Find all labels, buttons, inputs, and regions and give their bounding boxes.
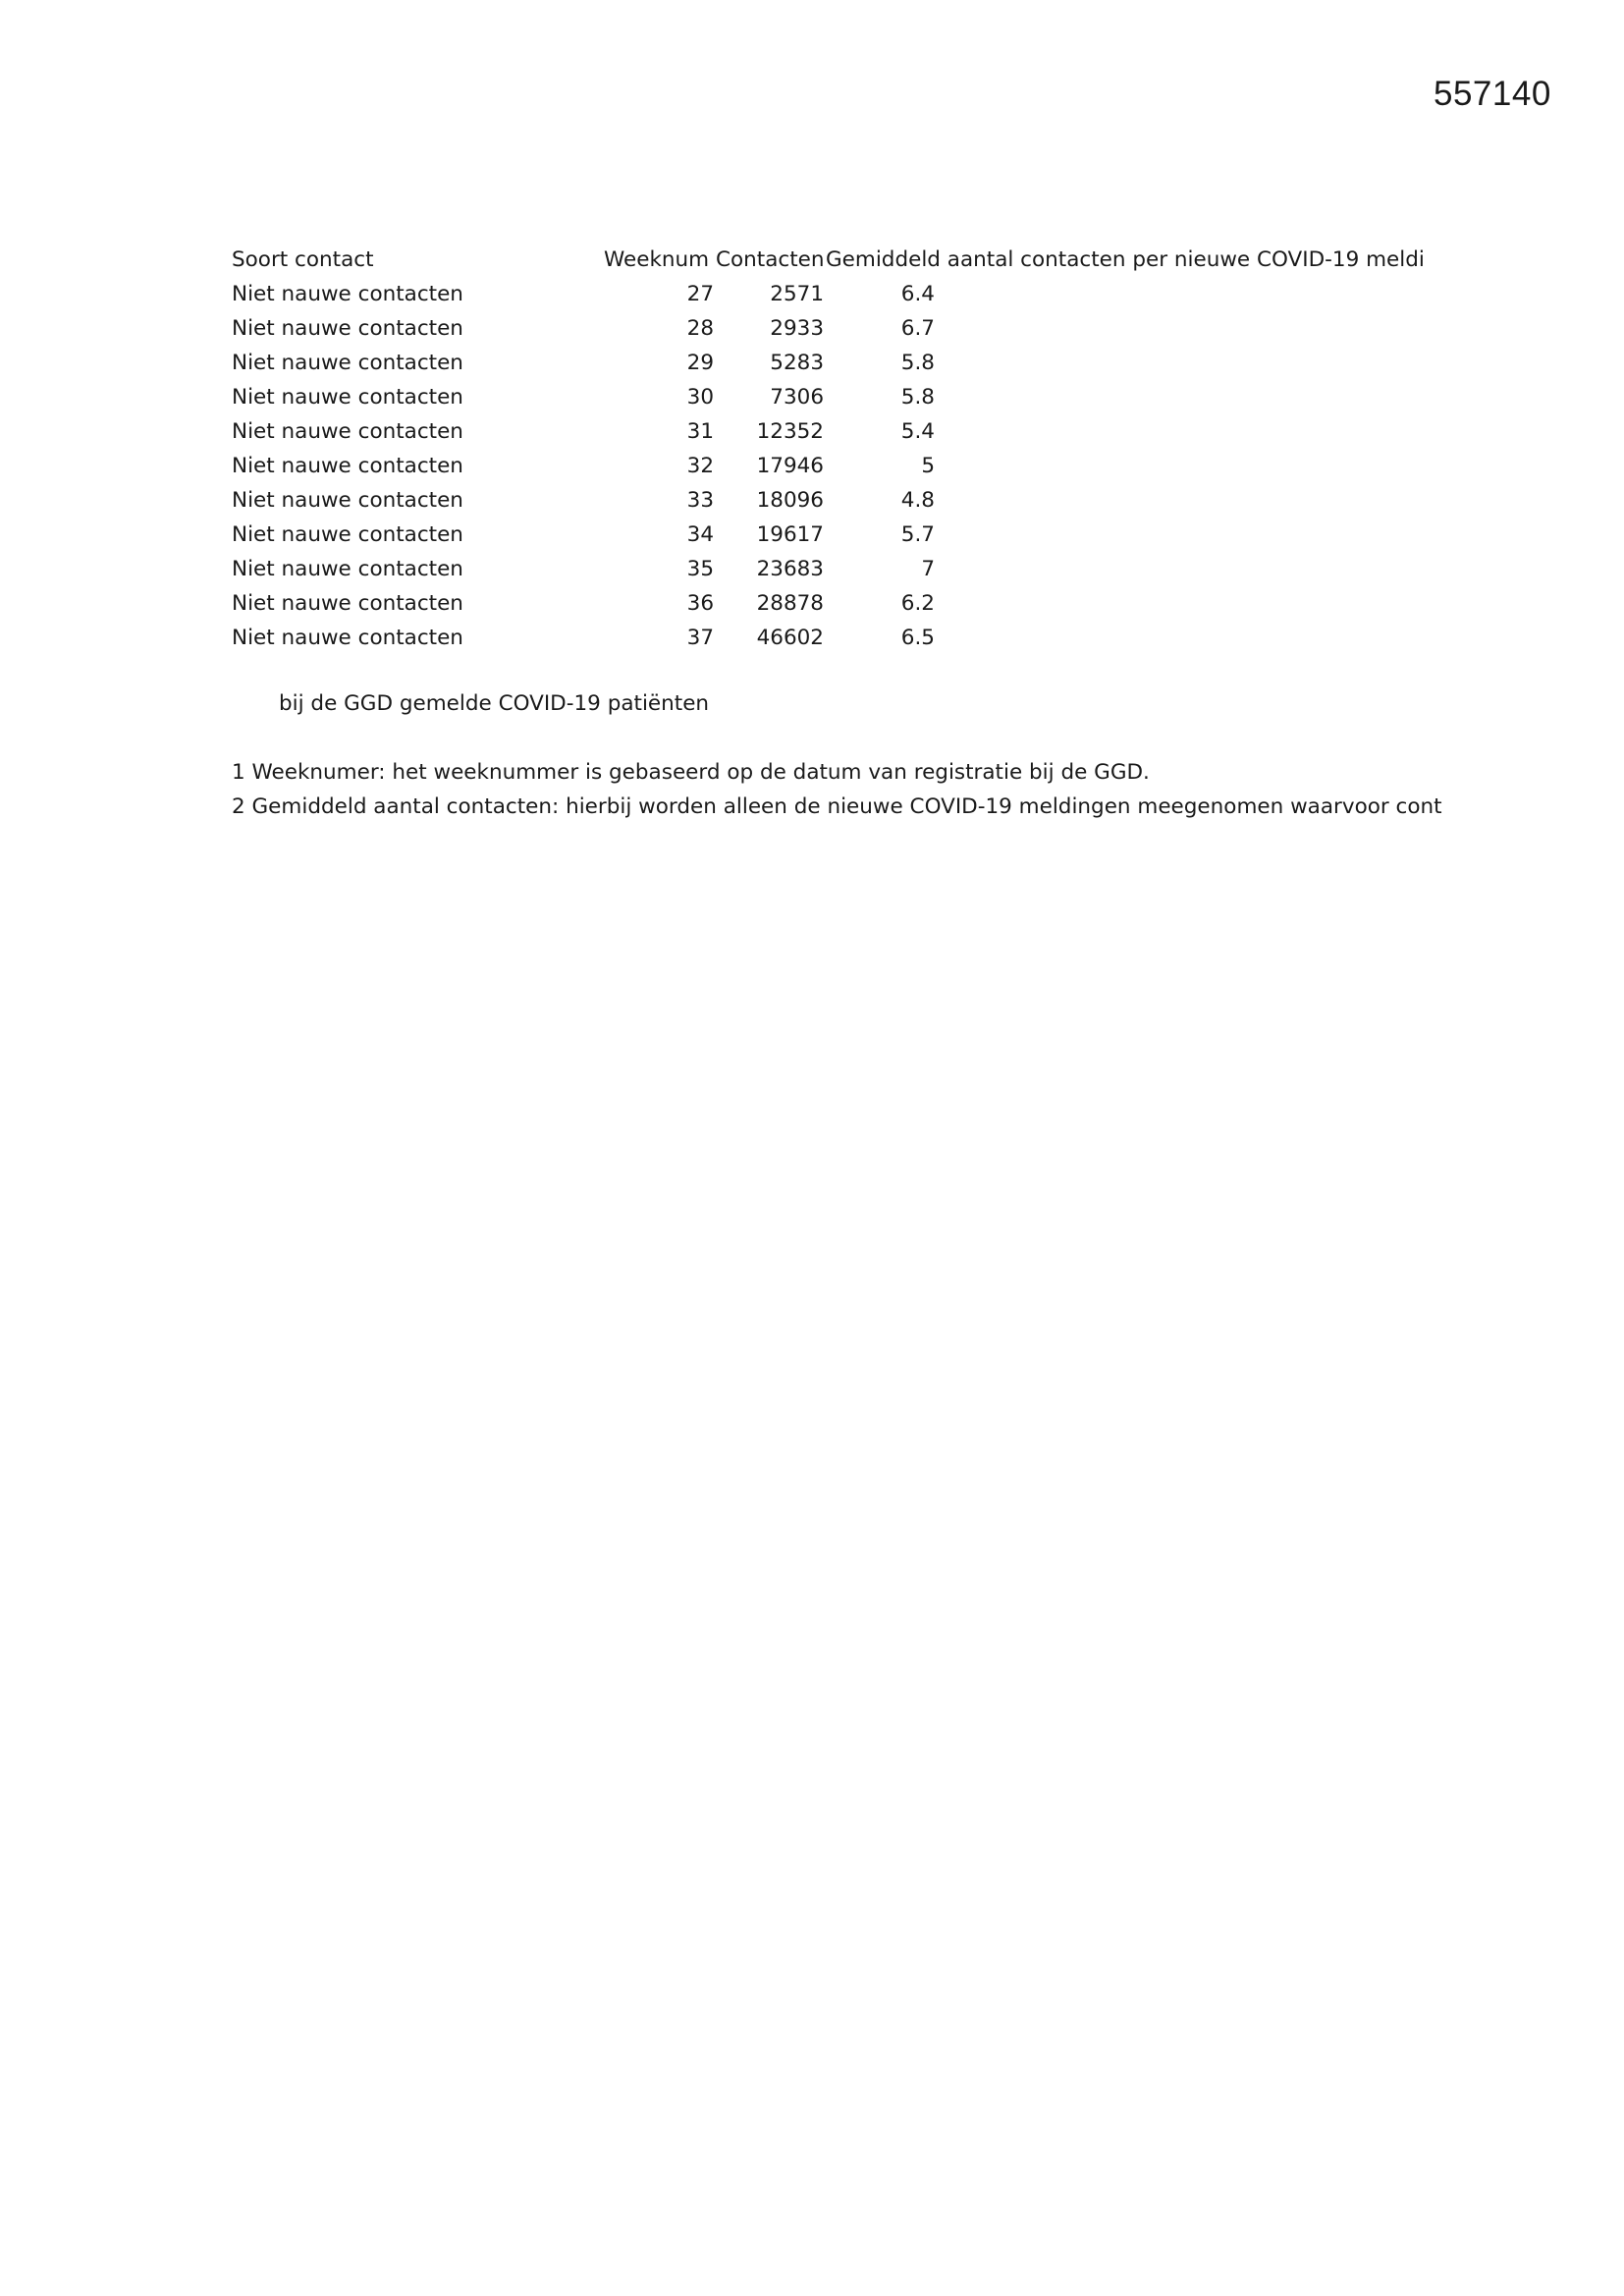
header-weeknum: Weeknum	[604, 247, 710, 272]
cell-soort-contact: Niet nauwe contacten	[232, 316, 463, 341]
cell-weeknum: 28	[686, 316, 714, 341]
cell-gemiddeld: 5	[921, 454, 935, 478]
cell-gemiddeld: 7	[921, 557, 935, 581]
cell-weeknum: 31	[686, 419, 714, 444]
header-soort-contact: Soort contact	[232, 247, 374, 272]
cell-weeknum: 27	[686, 282, 714, 306]
cell-weeknum: 30	[686, 385, 714, 410]
cell-gemiddeld: 6.2	[900, 591, 935, 616]
header-gemiddeld: Gemiddeld aantal contacten per nieuwe COVID-19 meldi	[826, 247, 1425, 272]
cell-weeknum: 33	[686, 488, 714, 513]
header-contacten: Contacten	[716, 247, 825, 272]
cell-contacten: 2571	[770, 282, 824, 306]
cell-contacten: 18096	[756, 488, 824, 513]
cell-weeknum: 36	[686, 591, 714, 616]
cell-contacten: 28878	[756, 591, 824, 616]
cell-gemiddeld: 6.7	[900, 316, 935, 341]
cell-weeknum: 35	[686, 557, 714, 581]
cell-gemiddeld: 5.4	[900, 419, 935, 444]
cell-contacten: 7306	[770, 385, 824, 410]
cell-soort-contact: Niet nauwe contacten	[232, 385, 463, 410]
cell-soort-contact: Niet nauwe contacten	[232, 282, 463, 306]
cell-weeknum: 37	[686, 626, 714, 650]
cell-soort-contact: Niet nauwe contacten	[232, 488, 463, 513]
cell-contacten: 5283	[770, 351, 824, 375]
cell-soort-contact: Niet nauwe contacten	[232, 591, 463, 616]
cell-gemiddeld: 6.4	[900, 282, 935, 306]
cell-soort-contact: Niet nauwe contacten	[232, 454, 463, 478]
cell-weeknum: 29	[686, 351, 714, 375]
cell-contacten: 23683	[756, 557, 824, 581]
document-number: 557140	[1434, 75, 1551, 113]
header-continuation-note: bij de GGD gemelde COVID-19 patiënten	[279, 691, 710, 716]
cell-soort-contact: Niet nauwe contacten	[232, 522, 463, 547]
cell-gemiddeld: 5.7	[900, 522, 935, 547]
cell-contacten: 17946	[756, 454, 824, 478]
cell-gemiddeld: 5.8	[900, 351, 935, 375]
cell-gemiddeld: 5.8	[900, 385, 935, 410]
cell-contacten: 12352	[756, 419, 824, 444]
cell-contacten: 46602	[756, 626, 824, 650]
cell-contacten: 2933	[770, 316, 824, 341]
cell-gemiddeld: 4.8	[900, 488, 935, 513]
footnote-1: 1 Weeknumer: het weeknummer is gebaseerd op de datum van registratie bij de GGD.	[232, 760, 1150, 785]
footnote-2: 2 Gemiddeld aantal contacten: hierbij worden alleen de nieuwe COVID-19 meldingen meegenomen waarvoor cont	[232, 794, 1442, 819]
cell-soort-contact: Niet nauwe contacten	[232, 626, 463, 650]
cell-soort-contact: Niet nauwe contacten	[232, 419, 463, 444]
cell-weeknum: 34	[686, 522, 714, 547]
cell-contacten: 19617	[756, 522, 824, 547]
cell-gemiddeld: 6.5	[900, 626, 935, 650]
cell-soort-contact: Niet nauwe contacten	[232, 557, 463, 581]
cell-weeknum: 32	[686, 454, 714, 478]
cell-soort-contact: Niet nauwe contacten	[232, 351, 463, 375]
